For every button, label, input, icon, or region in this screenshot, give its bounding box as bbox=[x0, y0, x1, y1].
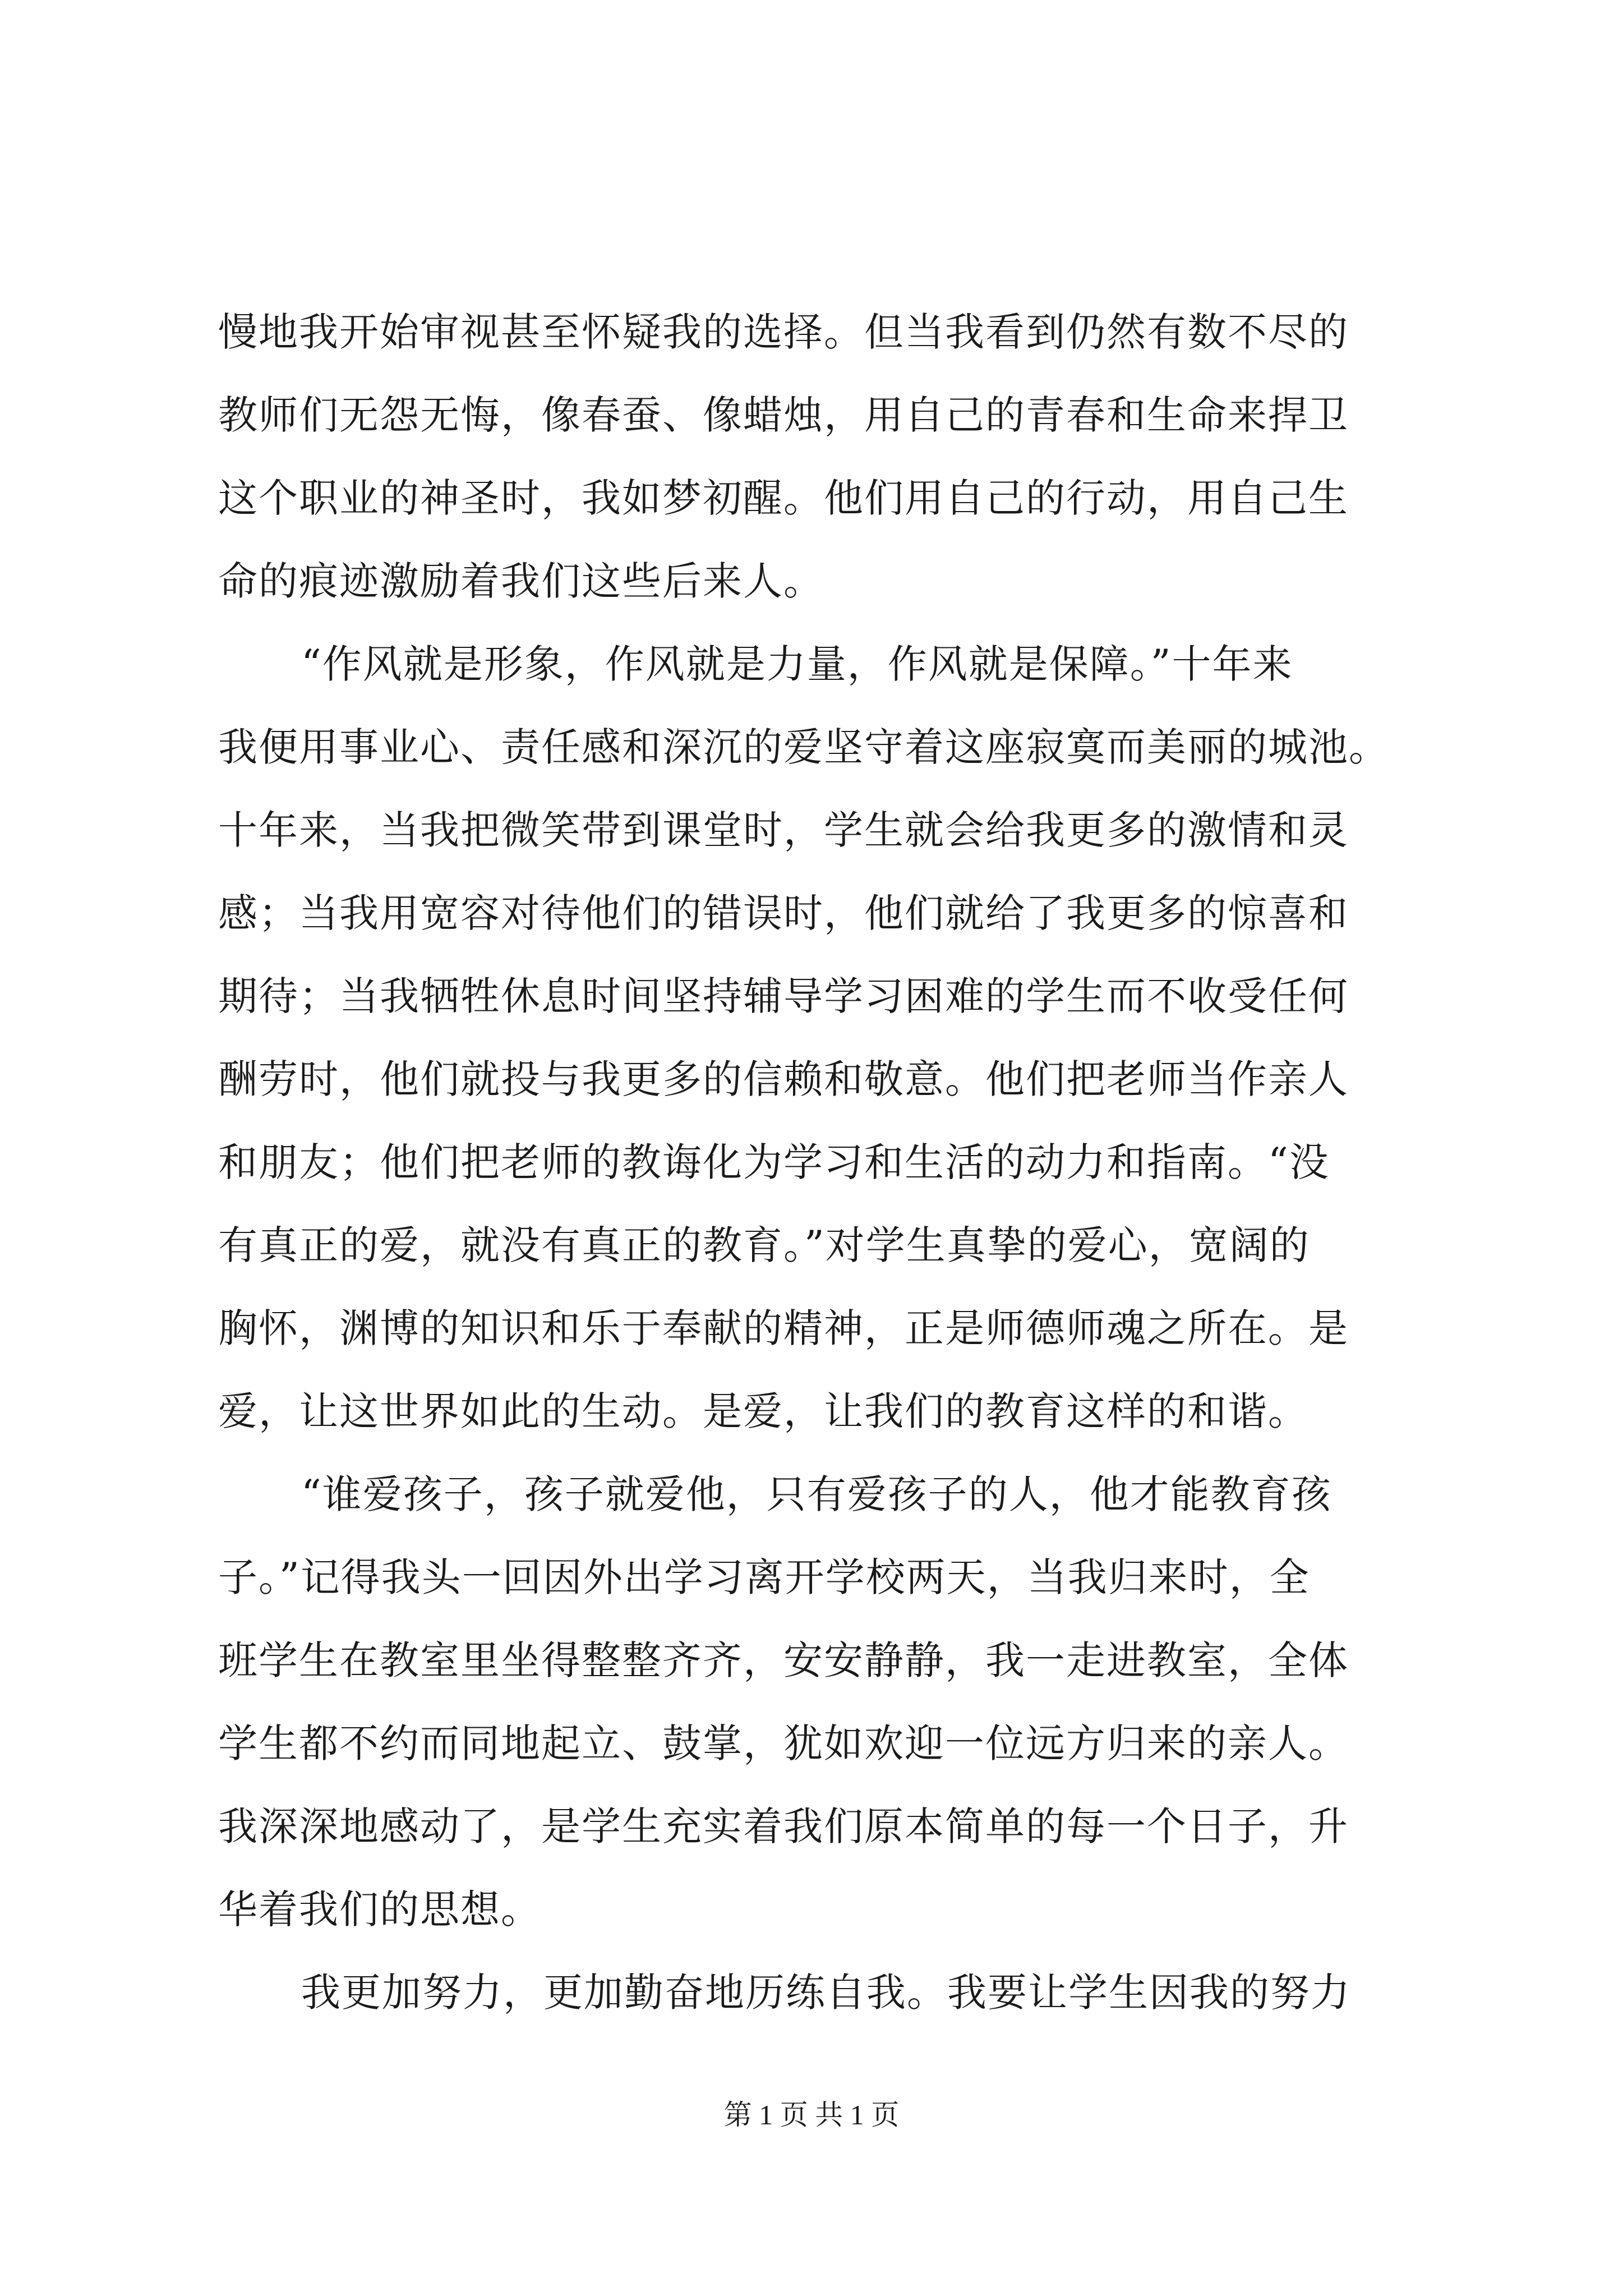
text-line: 酬劳时，他们就投与我更多的信赖和敬意。他们把老师当作亲人 bbox=[218, 1056, 1349, 1102]
text-line: 感；当我用宽容对待他们的错误时，他们就给了我更多的惊喜和 bbox=[218, 890, 1349, 936]
text-line: 我深深地感动了，是学生充实着我们原本简单的每一个日子，升 bbox=[218, 1803, 1349, 1849]
text-line: 命的痕迹激励着我们这些后来人。 bbox=[218, 558, 824, 604]
text-line: 爱，让这世界如此的生动。是爱，让我们的教育这样的和谐。 bbox=[218, 1388, 1308, 1434]
text-line: “谁爱孩子，孩子就爱他，只有爱孩子的人，他才能教育孩 bbox=[301, 1471, 1332, 1517]
page-number-label: 第 1 页 共 1 页 bbox=[723, 2099, 900, 2131]
text-line: 班学生在教室里坐得整整齐齐，安安静静，我一走进教室，全体 bbox=[218, 1637, 1349, 1683]
text-line: 期待；当我牺牲休息时间坚持辅导学习困难的学生而不收受任何 bbox=[218, 973, 1349, 1019]
text-line: 我更加努力，更加勤奋地历练自我。我要让学生因我的努力 bbox=[301, 1970, 1351, 2016]
text-line: 教师们无怨无悔，像春蚕、像蜡烛，用自己的青春和生命来捍卫 bbox=[218, 392, 1349, 438]
document-body bbox=[218, 291, 1424, 2034]
text-line: 这个职业的神圣时，我如梦初醒。他们用自己的行动，用自己生 bbox=[218, 475, 1349, 521]
text-line: 和朋友；他们把老师的教诲化为学习和生活的动力和指南。“没 bbox=[218, 1139, 1330, 1185]
text-line: 慢地我开始审视甚至怀疑我的选择。但当我看到仍然有数不尽的 bbox=[218, 309, 1349, 355]
text-line: 学生都不约而同地起立、鼓掌，犹如欢迎一位远方归来的亲人。 bbox=[218, 1720, 1349, 1766]
text-line: “作风就是形象，作风就是力量，作风就是保障。”十年来 bbox=[301, 641, 1293, 687]
page-footer bbox=[0, 2098, 1623, 2132]
text-line: 胸怀，渊博的知识和乐于奉献的精神，正是师德师魂之所在。是 bbox=[218, 1305, 1349, 1351]
text-line: 我便用事业心、责任感和深沉的爱坚守着这座寂寞而美丽的城池。 bbox=[218, 724, 1389, 770]
text-line: 子。”记得我头一回因外出学习离开学校两天，当我归来时，全 bbox=[218, 1554, 1310, 1600]
text-line: 华着我们的思想。 bbox=[218, 1887, 541, 1932]
text-line: 十年来，当我把微笑带到课堂时，学生就会给我更多的激情和灵 bbox=[218, 807, 1349, 853]
text-line: 有真正的爱，就没有真正的教育。”对学生真挚的爱心，宽阔的 bbox=[218, 1222, 1310, 1268]
